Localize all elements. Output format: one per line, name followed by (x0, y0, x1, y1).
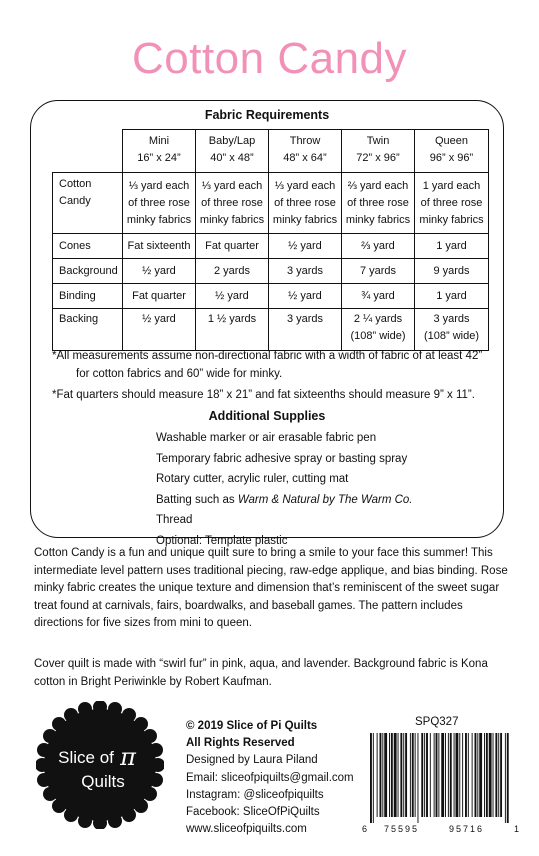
table-cell: 2 yards (196, 259, 269, 284)
list-item: Batting such as Warm & Natural by The Warm Co. (156, 493, 413, 506)
barcode-bar (394, 733, 397, 817)
facebook-line[interactable]: Facebook: SliceOfPiQuilts (186, 806, 320, 819)
barcode-bar (377, 733, 378, 817)
list-item: Thread (156, 514, 193, 526)
barcode-bar (426, 733, 428, 817)
table-cell: 9 yards (415, 259, 489, 284)
barcode-bar (370, 733, 372, 823)
list-item: Optional: Template plastic (156, 534, 288, 547)
table-row-background (53, 259, 489, 284)
barcode-bar (489, 733, 492, 817)
copyright-line: © 2019 Slice of Pi Quilts (186, 720, 318, 732)
upc-barcode (368, 733, 511, 823)
barcode-bar (384, 733, 387, 817)
table-cell: 2 ¼ yards (108” wide) (342, 309, 415, 351)
barcode-bar (468, 733, 469, 817)
barcode-bar (456, 733, 459, 817)
page-title: Cotton Candy (131, 34, 408, 83)
note-measurements: *All measurements assume non-directional fabric with a width of fabric of at least 42” (52, 350, 483, 362)
barcode-bar (450, 733, 452, 817)
table-cell: ½ yard (269, 284, 342, 309)
barcode-bar (436, 733, 438, 817)
table-row-cones (53, 234, 489, 259)
rights-line: All Rights Reserved (186, 737, 295, 750)
website-link[interactable]: www.sliceofpiquilts.com (186, 823, 307, 836)
barcode-bar (403, 733, 404, 817)
table-row-binding (53, 284, 489, 309)
note-measurements-cont: for cotton fabrics and 60” wide for minky. (76, 368, 283, 380)
publisher-info (186, 718, 354, 838)
svg-text:π: π (120, 743, 136, 771)
barcode-bar (465, 733, 467, 817)
row-label: Cotton Candy (53, 173, 123, 234)
size-header-baby-lap: Baby/Lap 40” x 48” (196, 130, 269, 173)
table-cell: ½ yard (123, 259, 196, 284)
fabric-requirements-heading: Fabric Requirements (204, 108, 330, 122)
barcode-digits-right: 95716 (449, 824, 485, 834)
table-cell: 1 yard (415, 234, 489, 259)
list-item: Temporary fabric adhesive spray or basting spray (156, 452, 408, 465)
size-header-queen: Queen 96” x 96” (415, 130, 489, 173)
table-cell: 3 yards (108” wide) (415, 309, 489, 351)
table-cell: Fat quarter (123, 284, 196, 309)
row-label: Background (53, 259, 123, 284)
barcode-digits-left: 75595 (384, 824, 420, 834)
barcode-bar (421, 733, 423, 817)
barcode-bar (500, 733, 502, 817)
fabric-requirements-table (52, 129, 489, 351)
size-header-throw: Throw 48” x 64” (269, 130, 342, 173)
table-cell: 1 yard (415, 284, 489, 309)
barcode-bar (454, 733, 455, 817)
barcode-bar (424, 733, 425, 817)
svg-text:Quilts: Quilts (81, 772, 125, 791)
table-cell: ⅔ yard (342, 234, 415, 259)
barcode-bar (472, 733, 473, 817)
table-row-backing (53, 309, 489, 351)
cover-quilt-note: Cover quilt is made with “swirl fur” in pink, aqua, and lavender. Background fabric is Kona cotton in Bright Periwinkle by Robert Kaufman. (34, 658, 488, 688)
row-label: Cones (53, 234, 123, 259)
table-cell: ½ yard (196, 284, 269, 309)
barcode-bar (398, 733, 399, 817)
table-cell: ⅓ yard each of three rose minky fabrics (269, 173, 342, 234)
row-label: Backing (53, 309, 123, 351)
table-cell: Fat sixteenth (123, 234, 196, 259)
list-item: Rotary cutter, acrylic ruler, cutting mat (156, 473, 349, 485)
table-cell: 7 yards (342, 259, 415, 284)
barcode-bar (412, 733, 414, 817)
table-cell: Fat quarter (196, 234, 269, 259)
barcode-bar (410, 733, 411, 817)
size-header-mini: Mini 16” x 24” (123, 130, 196, 173)
row-label: Binding (53, 284, 123, 309)
instagram-line[interactable]: Instagram: @sliceofpiquilts (186, 788, 324, 801)
barcode-bar (498, 733, 499, 817)
barcode-bar (434, 733, 435, 817)
table-cell: ½ yard (123, 309, 196, 351)
additional-supplies-heading: Additional Supplies (208, 409, 326, 423)
table-header-row (53, 130, 489, 173)
barcode-bar (405, 733, 407, 817)
barcode-bar (373, 733, 374, 823)
barcode-bar (505, 733, 506, 823)
barcode-bar (479, 733, 482, 817)
barcode-bar (475, 733, 477, 817)
barcode-bar (486, 733, 488, 817)
table-cell: 1 ½ yards (196, 309, 269, 351)
barcode-digit-start: 6 (362, 824, 368, 834)
barcode-bar (438, 733, 439, 817)
table-cell: ⅔ yard each of three rose minky fabrics (342, 173, 415, 234)
barcode-digit-end: 1 (514, 824, 520, 834)
barcode-bar (477, 733, 478, 817)
barcode-bar (441, 733, 444, 817)
list-item: Washable marker or air erasable fabric pen (156, 432, 377, 444)
supplies-list (156, 428, 413, 551)
pattern-description: Cotton Candy is a fun and unique quilt sure to bring a smile to your face this summer! This intermediate level pattern uses traditional piecing, raw-edge applique, and bias binding. Rose minky fabric creates the unique texture and dimension that’s reminiscent of the sweet sugar treat found at carnivals, fairs, boardwalks, and baseball games. The pattern includes directions for five sizes from mini to queen. (34, 547, 508, 629)
barcode-bar (448, 733, 449, 817)
size-header-twin: Twin 72” x 96” (342, 130, 415, 173)
table-corner-cell (53, 130, 123, 173)
email-line[interactable]: Email: sliceofpiquilts@gmail.com (186, 771, 354, 784)
barcode-bar (418, 733, 419, 823)
table-cell: ⅓ yard each of three rose minky fabrics (123, 173, 196, 234)
table-cell: 1 yard each of three rose minky fabrics (415, 173, 489, 234)
barcode-bar (495, 733, 497, 817)
barcode-bar (459, 733, 460, 817)
barcode-bar (400, 733, 402, 817)
barcode-bar (462, 733, 463, 817)
table-cell: ½ yard (269, 234, 342, 259)
table-row-cotton-candy (53, 173, 489, 234)
barcode-bar (389, 733, 390, 817)
table-cell: 3 yards (269, 309, 342, 351)
table-cell: 3 yards (269, 259, 342, 284)
barcode-bar (391, 733, 393, 817)
slice-of-pi-logo (36, 701, 164, 829)
table-cell: ¾ yard (342, 284, 415, 309)
barcode-bar (493, 733, 494, 817)
barcode-bar (507, 733, 509, 823)
table-cell: ⅓ yard each of three rose minky fabrics (196, 173, 269, 234)
barcode-bar (484, 733, 485, 817)
designer-line: Designed by Laura Piland (186, 754, 318, 767)
svg-text:Slice of: Slice of (58, 748, 114, 767)
barcode-bar (382, 733, 383, 817)
note-fat-quarters: *Fat quarters should measure 18” x 21” and fat sixteenths should measure 9” x 11”. (52, 389, 475, 401)
barcode-bar (445, 733, 446, 817)
barcode-bar (430, 733, 431, 817)
product-sku: SPQ327 (415, 716, 459, 728)
barcode-bar (380, 733, 382, 817)
barcode-bar (415, 733, 416, 817)
